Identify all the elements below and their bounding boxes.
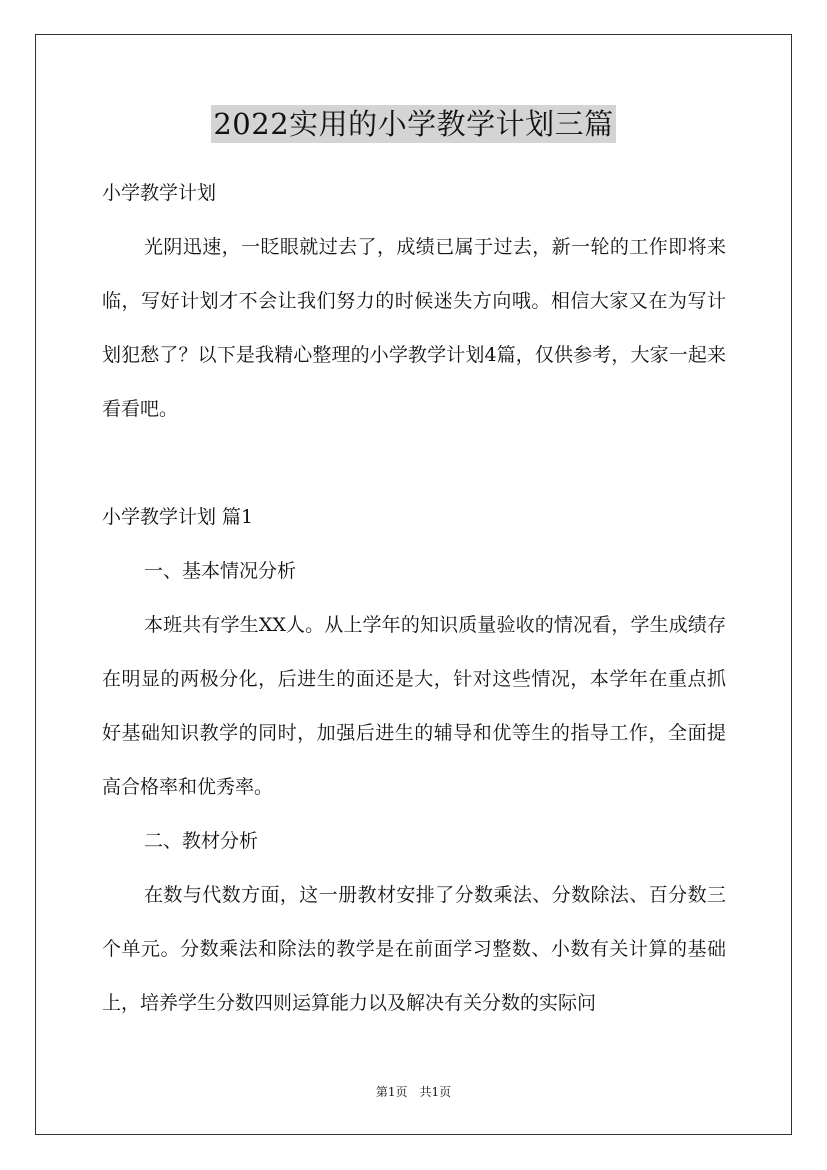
heading-textbook-analysis: 二、教材分析	[144, 830, 259, 852]
page-number: 第1页 共1页	[375, 1085, 452, 1099]
paragraph-basic-analysis: 本班共有学生XX人。从上学年的知识质量验收的情况看，学生成绩存在明显的两极分化，后进生的面还是大，针对这些情况，本学年在重点抓好基础知识教学的同时，加强后进生的辅导和优等生的指导工作，全面提高合格率和优秀率。	[102, 614, 726, 798]
page-footer	[0, 1084, 827, 1100]
blank-line	[102, 436, 726, 490]
title-area	[0, 105, 827, 143]
document-body	[102, 166, 726, 1030]
document-title: 2022实用的小学教学计划三篇	[213, 107, 614, 141]
part-title: 小学教学计划 篇1	[102, 506, 254, 528]
heading-basic-analysis: 一、基本情况分析	[144, 560, 297, 582]
paragraph-textbook-analysis: 在数与代数方面，这一册教材安排了分数乘法、分数除法、百分数三个单元。分数乘法和除法的教学是在前面学习整数、小数有关计算的基础上，培养学生分数四则运算能力以及解决有关分数的实际问	[102, 884, 726, 1014]
intro-paragraph: 光阴迅速，一眨眼就过去了，成绩已属于过去，新一轮的工作即将来临，写好计划才不会让我们努力的时候迷失方向哦。相信大家又在为写计划犯愁了？以下是我精心整理的小学教学计划4篇，仅供参考，大家一起来看看吧。	[102, 236, 726, 420]
section-title: 小学教学计划	[102, 182, 217, 204]
